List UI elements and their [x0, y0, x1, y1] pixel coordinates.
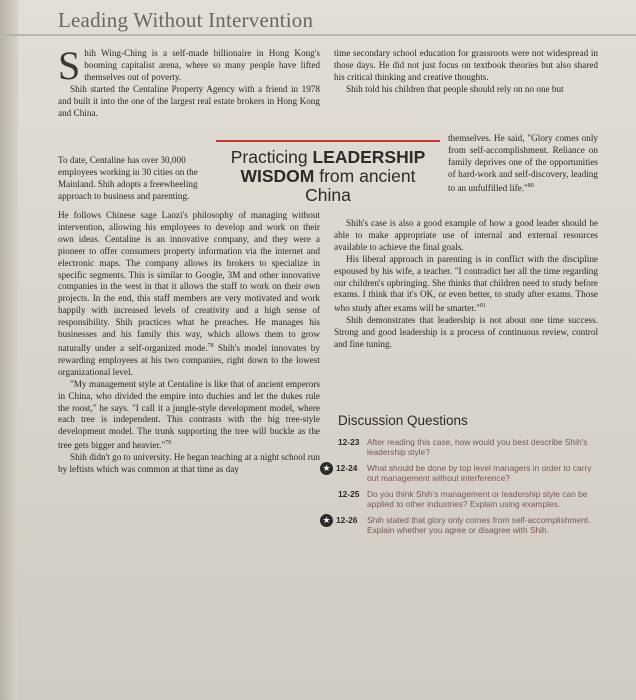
paragraph: He follows Chinese sage Laozi's philosophy of managing without intervention, allowing his employees to develop and work on their own ideas. Centaline is an innovative company, and they were a pioneer to offer consumers property information via the internet and electronic maps. The company allows its brokers to specialize in specific segments. This is similar to Google, 3M and other innovative companies in the west in that it allows the staff to work on their own projects. In the end, this staff members are very motivated and work happily with increased levels of creativity and a high sense of responsibility. Shih practices what he preaches. He manages his businesses and his family this way, which allows them to grow naturally under a self-organized mode.$^{78}$ Shih's model innovates by rewarding employees at his two companies, right down to the lowest organizational level. — [58, 210, 320, 377]
footnote-ref: 81 — [479, 303, 486, 310]
question-12-26: ★ 12-26 Shih stated that glory only comes from self-accomplishment. Explain whether you agree or disagree with Shih. — [320, 515, 604, 537]
pull-quote-rule — [216, 140, 440, 142]
question-12-24: ★ 12-24 What should be done by top level managers in order to carry out management without interference? — [320, 463, 604, 485]
pull-quote — [216, 140, 440, 205]
header-divider — [0, 34, 636, 36]
left-column-wrap-text — [58, 146, 210, 212]
page-binding-shadow — [0, 0, 18, 700]
paragraph: time secondary school education for grassroots were not widespread in those days. He did not just focus on textbook theories but also shared his critical thinking and creative thoughts. — [334, 48, 598, 82]
star-icon: ★ — [320, 514, 333, 527]
drop-cap: S — [58, 43, 81, 88]
paragraph: hih Wing-Ching is a self-made billionaire in Hong Kong's booming capitalist arena, where so many people have lifted themselves out of poverty. — [84, 48, 320, 82]
pull-quote-line-3: China — [305, 185, 351, 205]
page-header-title: Leading Without Intervention — [58, 8, 314, 32]
paragraph: Shih didn't go to university. He began teaching at a night school run by leftists which was common at that time as day — [58, 452, 320, 475]
pull-quote-line-1: Practicing LEADERSHIP — [230, 147, 426, 167]
discussion-questions-heading: Discussion Questions — [338, 413, 468, 428]
paragraph: His liberal approach in parenting is in conflict with the discipline espoused by his wife, a teacher. "I contradict her all the time regarding our children's upbringing. She thinks that children need to study before exams. I think that it's OK, or even better, to study after exams. Those who study after exams will be smarter."$^{81}$ — [334, 253, 598, 314]
paragraph: To date, Centaline has over 30,000 employees working in 30 cities on the Mainland. Shih adopts a freewheeling approach to business and parenting. — [58, 155, 198, 201]
pull-quote-line-2: WISDOM from ancient — [240, 166, 416, 186]
question-12-23: 12-23 After reading this case, how would you best describe Shih's leadership style? — [338, 437, 588, 458]
star-icon: ★ — [320, 462, 333, 475]
paragraph: Shih's case is also a good example of how a good leader should be able to make appropriate use of internal and external resources available to achieve the final goals. — [334, 218, 598, 252]
paragraph: Shih demonstrates that leadership is not about one time success. Strong and good leadership is a process of continuous review, control and fine tuning. — [334, 315, 598, 350]
right-column-top — [334, 48, 598, 96]
paragraph: Shih told his children that people should rely on no one but — [346, 83, 564, 94]
footnote-ref: 78 — [207, 342, 214, 349]
paragraph: Shih started the Centaline Property Agency with a friend in 1978 and built it into the one of the largest real estate brokers in Hong Kong and China. — [58, 83, 320, 118]
footnote-ref: 80 — [527, 182, 534, 189]
right-column-wrap-text — [448, 124, 598, 204]
footnote-ref: 79 — [165, 440, 172, 447]
left-column-main — [58, 210, 320, 476]
question-12-25: 12-25 Do you think Shih's management or leadership style can be applied to other industries? Explain using examples. — [338, 489, 588, 510]
paragraph: "My management style at Centaline is like that of ancient emperors in China, who divided the empire into duchies and let the dukes rule the roost," he says. "I call it a jungle-style development model, where each tree is independent. This contrasts with the big tree-style development model. The trunk supporting the tree will buckle as the tree gets bigger and heavier."$^{79}$ — [58, 378, 320, 451]
right-column-main — [334, 218, 598, 351]
left-column-top — [58, 43, 320, 119]
paragraph: themselves. He said, "Glory comes only from self-accomplishment. Reliance on family deprives one of the opportunities of hard-work and self-discovery, leading to an unfulfilled life."$^{80}$ — [448, 133, 598, 193]
